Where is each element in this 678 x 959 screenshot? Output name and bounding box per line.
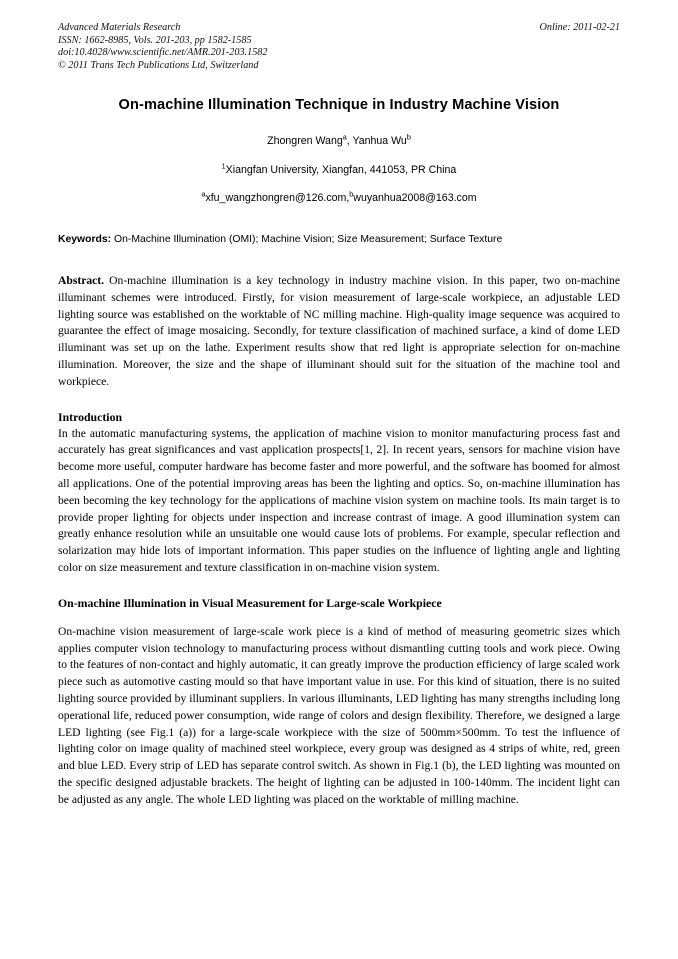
email-marker-2: b — [349, 189, 354, 199]
keywords-text: On-Machine Illumination (OMI); Machine Vision; Size Measurement; Surface Texture — [111, 234, 503, 245]
author-marker-2: b — [406, 132, 411, 142]
author-name-1: Zhongren Wang — [267, 135, 343, 147]
email-line — [58, 191, 620, 205]
section-heading-introduction: Introduction — [58, 409, 123, 424]
journal-name: Advanced Materials Research — [58, 22, 181, 33]
journal-masthead — [58, 22, 620, 76]
email-address-1: xfu_wangzhongren@126.com, — [205, 192, 350, 204]
affiliation-text: Xiangfan University, Xiangfan, 441053, PR China — [225, 164, 457, 176]
author-name-2: Yanhua Wu — [352, 135, 407, 147]
issn-line: ISSN: 1662-8985, Vols. 201-203, pp 1582-1585 — [58, 34, 252, 46]
affiliation-line — [58, 163, 620, 177]
author-marker-1: a — [342, 132, 347, 142]
section-paragraph-introduction: In the automatic manufacturing systems, the application of machine vision to monitor manufacturing process fast and accurately has great significances and vast application prospects[1, 2]. In recent years, sensors for machine vision have become more useful, computer hardware has become faster and more powerful, and the software has boomed for almost all applications. One of the potential improving areas has been the lighting and optics. So, on-machine illumination has been becoming the key technology for the applications of machine vision system on machine tools. Its main target is to provide proper lighting for objects under inspection and increase contrast of image. A good illumination system can greatly enhance resolution while an unsuitable one would cause lots of problems. For example, specular reflection and solarization may hide lots of important information. This paper studies on the influence of lighting angle and lighting color on size measurement and texture classification in on-machine vision system. — [58, 426, 620, 574]
section-heading-visual-measurement: On-machine Illumination in Visual Measurement for Large-scale Workpiece — [58, 595, 442, 610]
author-separator: , — [346, 135, 353, 147]
author-line — [58, 134, 620, 148]
abstract-label: Abstract. — [58, 274, 105, 287]
abstract-text: On-machine illumination is a key technology in industry machine vision. In this paper, two on-machine illuminant schemes were introduced. Firstly, for vision measurement of large-scale workpiece, an adjustable LED lighting source was established on the worktable of NC milling machine. High-quality image sequence was acquired to guarantee the effect of image mosaicing. Secondly, for texture classification of machined surface, a kind of dome LED illuminant was set up on the lathe. Experiment results show that red light is appropriate selection for on-machine illumination. Moreover, the size and the shape of illuminant should suit for the situation of the machine tool and workpiece. — [58, 274, 620, 388]
keywords-line — [58, 233, 620, 247]
page-title: On-machine Illumination Technique in Industry Machine Vision — [118, 97, 560, 113]
copyright-line: © 2011 Trans Tech Publications Ltd, Switzerland — [58, 59, 259, 71]
doi-line: doi:10.4028/www.scientific.net/AMR.201-203.1582 — [58, 47, 268, 59]
online-date: Online: 2011-02-21 — [539, 22, 620, 33]
email-marker-1: a — [201, 189, 206, 199]
email-address-2: wuyanhua2008@163.com — [353, 192, 477, 204]
abstract-block — [58, 273, 620, 391]
section-paragraph-visual-measurement: On-machine vision measurement of large-scale work piece is a kind of method of measuring geometric sizes which applies computer vision technology to manufacturing process without dismantling cutting tools and work piece. Owing to the features of non-contact and highly automatic, it can greatly improve the production efficiency of large scaled work piece such as automotive casting mould so that have important value in use. For this kind of situation, there is no suited lighting source provided by illuminant suppliers. In various illuminants, LED lighting has many strengths including long operational life, reduced power consumption, wide range of colors and design flexibility. Therefore, we designed a large LED lighting (see Fig.1 (a)) for a large-scale workpiece with the size of 500mm×500mm. To test the influence of lighting color on image quality of machined steel workpiece, every group was designed as 4 strips of white, red, green and blue LED. Every strip of LED has separate control switch. As shown in Fig.1 (b), the LED lighting was mounted on the specific designed adjustable brackets. The height of lighting can be adjusted in 100-140mm. The incident light can be adjusted as any angle. The whole LED lighting was placed on the worktable of milling machine. — [58, 624, 620, 806]
affiliation-marker: 1 — [221, 161, 226, 171]
masthead-left-block — [58, 22, 267, 72]
keywords-label: Keywords: — [58, 234, 112, 245]
